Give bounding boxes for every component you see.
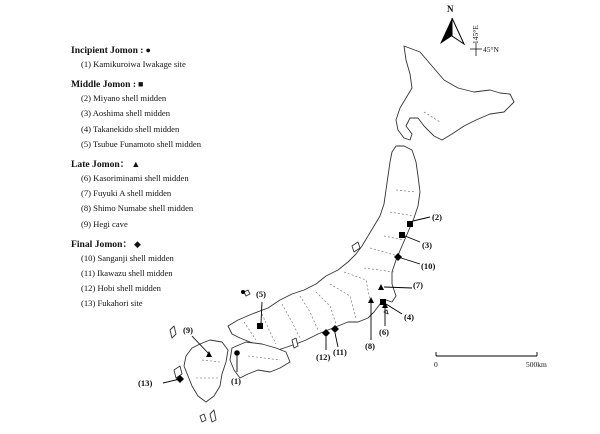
site-5-square-marker: [257, 323, 263, 329]
site-label-3: (3): [422, 240, 433, 250]
legend-item: (4) Takanekido shell midden: [81, 123, 180, 134]
legend-item: (9) Hegi cave: [81, 218, 128, 229]
legend-item: (1) Kamikuroiwa Iwakage site: [81, 59, 186, 69]
site-label-5: (5): [256, 289, 267, 299]
legend-item: (11) Ikawazu shell midden: [81, 268, 173, 279]
legend-item: (7) Fuyuki A shell midden: [81, 188, 172, 199]
oki-islands: [244, 290, 250, 296]
site-label-2: (2): [432, 212, 443, 222]
site-label-8: (8): [365, 341, 376, 351]
legend-group-title: Late Jomon： ▲: [71, 159, 141, 171]
legend-item: (5) Tsubue Funamoto shell midden: [81, 138, 202, 149]
legend-group-title: Middle Jomon : ■: [71, 79, 144, 91]
legend-item: (13) Fukahori site: [81, 298, 143, 309]
site-1-circle-marker: [234, 350, 240, 356]
yakushima-island: [200, 414, 206, 422]
hokkaido-island: [396, 46, 514, 140]
honshu-island: [228, 146, 420, 352]
longitude-label: 145°E: [471, 25, 480, 44]
site-label-11: (11): [333, 347, 347, 357]
island-dot: [241, 290, 245, 294]
site-label-7: (7): [413, 280, 424, 290]
triangle-symbol: ▲: [131, 159, 141, 170]
legend-item: (12) Hobi shell midden: [81, 283, 161, 294]
square-symbol: ■: [138, 79, 144, 90]
tanegashima-island: [210, 410, 216, 422]
legend-item: (3) Aoshima shell midden: [81, 108, 171, 119]
circle-symbol: ●: [145, 45, 151, 55]
site-label-10: (10): [421, 261, 436, 271]
scale-end-label: 500km: [526, 360, 547, 369]
scale-bar: [434, 352, 547, 369]
latitude-label: 45°N: [483, 45, 499, 54]
legend-group-title: Incipient Jomon : ●: [71, 45, 151, 56]
legend-item: (10) Sanganji shell midden: [81, 252, 174, 263]
legend-item: (8) Shimo Numabe shell midden: [81, 203, 194, 214]
site-2-square-marker: [407, 221, 413, 227]
north-arrow: [440, 4, 499, 56]
tsushima-island: [170, 326, 176, 338]
site-label-6: (6): [379, 327, 390, 337]
legend-item: (6) Kasoriminami shell midden: [81, 173, 189, 184]
legend-item: (2) Miyano shell midden: [81, 93, 167, 104]
site-3-square-marker: [399, 232, 405, 238]
site-label-13: (13): [138, 378, 153, 388]
north-label: N: [447, 4, 454, 14]
site-label-1: (1): [231, 376, 242, 386]
diamond-symbol: ◆: [134, 238, 141, 249]
site-label-4: (4): [404, 312, 415, 322]
scale-start-label: 0: [434, 360, 438, 369]
site-label-12: (12): [316, 352, 331, 362]
kyushu-island: [184, 340, 228, 402]
legend-group-title: Final Jomon： ◆: [71, 238, 141, 250]
site-label-9: (9): [183, 325, 194, 335]
